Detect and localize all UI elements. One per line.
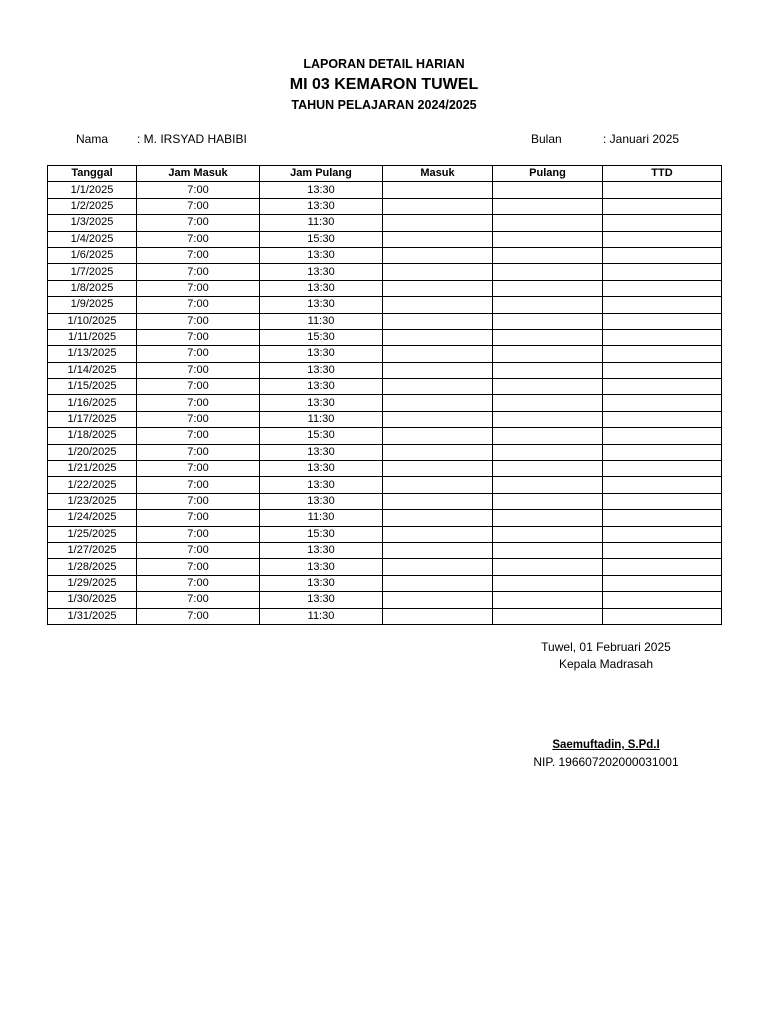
- cell-masuk: [383, 461, 493, 477]
- attendance-table: [47, 165, 722, 625]
- cell-jam-pulang: 13:30: [260, 444, 383, 460]
- cell-jam-pulang: 11:30: [260, 608, 383, 624]
- cell-tanggal: 1/17/2025: [48, 411, 137, 427]
- cell-jam-pulang: 13:30: [260, 395, 383, 411]
- cell-tanggal: 1/10/2025: [48, 313, 137, 329]
- cell-jam-masuk: 7:00: [137, 461, 260, 477]
- cell-tanggal: 1/16/2025: [48, 395, 137, 411]
- column-header-pulang: Pulang: [493, 166, 603, 182]
- cell-tanggal: 1/23/2025: [48, 493, 137, 509]
- cell-jam-pulang: 15:30: [260, 428, 383, 444]
- cell-tanggal: 1/28/2025: [48, 559, 137, 575]
- table-row: [48, 395, 722, 411]
- cell-ttd: [603, 592, 722, 608]
- cell-pulang: [493, 477, 603, 493]
- cell-jam-pulang: 13:30: [260, 264, 383, 280]
- cell-masuk: [383, 559, 493, 575]
- table-row: [48, 608, 722, 624]
- cell-pulang: [493, 428, 603, 444]
- cell-jam-pulang: 11:30: [260, 215, 383, 231]
- cell-pulang: [493, 379, 603, 395]
- cell-masuk: [383, 313, 493, 329]
- cell-jam-masuk: 7:00: [137, 313, 260, 329]
- cell-tanggal: 1/25/2025: [48, 526, 137, 542]
- cell-ttd: [603, 280, 722, 296]
- cell-ttd: [603, 477, 722, 493]
- cell-tanggal: 1/21/2025: [48, 461, 137, 477]
- table-row: [48, 461, 722, 477]
- cell-jam-pulang: 13:30: [260, 542, 383, 558]
- column-header-jam-pulang: Jam Pulang: [260, 166, 383, 182]
- cell-pulang: [493, 280, 603, 296]
- cell-jam-masuk: 7:00: [137, 215, 260, 231]
- cell-ttd: [603, 362, 722, 378]
- table-row: [48, 477, 722, 493]
- report-title: LAPORAN DETAIL HARIAN: [303, 57, 465, 71]
- cell-ttd: [603, 346, 722, 362]
- cell-jam-pulang: 13:30: [260, 362, 383, 378]
- cell-jam-masuk: 7:00: [137, 510, 260, 526]
- cell-pulang: [493, 198, 603, 214]
- table-row: [48, 247, 722, 263]
- cell-masuk: [383, 395, 493, 411]
- cell-jam-pulang: 13:30: [260, 592, 383, 608]
- cell-jam-pulang: 13:30: [260, 477, 383, 493]
- cell-ttd: [603, 379, 722, 395]
- table-row: [48, 182, 722, 198]
- cell-tanggal: 1/3/2025: [48, 215, 137, 231]
- cell-pulang: [493, 395, 603, 411]
- cell-ttd: [603, 493, 722, 509]
- table-row: [48, 346, 722, 362]
- cell-pulang: [493, 215, 603, 231]
- cell-pulang: [493, 526, 603, 542]
- cell-jam-masuk: 7:00: [137, 264, 260, 280]
- cell-tanggal: 1/1/2025: [48, 182, 137, 198]
- cell-jam-pulang: 13:30: [260, 379, 383, 395]
- column-header-jam-masuk: Jam Masuk: [137, 166, 260, 182]
- cell-jam-pulang: 13:30: [260, 182, 383, 198]
- cell-tanggal: 1/14/2025: [48, 362, 137, 378]
- table-row: [48, 542, 722, 558]
- cell-masuk: [383, 215, 493, 231]
- cell-ttd: [603, 428, 722, 444]
- cell-ttd: [603, 510, 722, 526]
- cell-pulang: [493, 411, 603, 427]
- cell-masuk: [383, 346, 493, 362]
- cell-tanggal: 1/11/2025: [48, 329, 137, 345]
- cell-tanggal: 1/31/2025: [48, 608, 137, 624]
- table-row: [48, 231, 722, 247]
- cell-ttd: [603, 461, 722, 477]
- cell-jam-pulang: 13:30: [260, 198, 383, 214]
- cell-jam-pulang: 15:30: [260, 231, 383, 247]
- cell-jam-masuk: 7:00: [137, 297, 260, 313]
- cell-ttd: [603, 608, 722, 624]
- cell-ttd: [603, 411, 722, 427]
- cell-ttd: [603, 575, 722, 591]
- month-value: : Januari 2025: [603, 132, 680, 146]
- cell-tanggal: 1/6/2025: [48, 247, 137, 263]
- cell-masuk: [383, 264, 493, 280]
- cell-pulang: [493, 575, 603, 591]
- cell-ttd: [603, 329, 722, 345]
- cell-tanggal: 1/7/2025: [48, 264, 137, 280]
- cell-tanggal: 1/4/2025: [48, 231, 137, 247]
- table-row: [48, 493, 722, 509]
- signature-place-date: Tuwel, 01 Februari 2025: [541, 640, 671, 654]
- cell-jam-masuk: 7:00: [137, 182, 260, 198]
- table-row: [48, 559, 722, 575]
- cell-jam-pulang: 13:30: [260, 493, 383, 509]
- column-header-masuk: Masuk: [383, 166, 493, 182]
- table-row: [48, 313, 722, 329]
- month-label: Bulan: [531, 132, 562, 146]
- cell-tanggal: 1/30/2025: [48, 592, 137, 608]
- cell-pulang: [493, 542, 603, 558]
- cell-jam-pulang: 11:30: [260, 313, 383, 329]
- table-row: [48, 526, 722, 542]
- cell-jam-masuk: 7:00: [137, 592, 260, 608]
- cell-masuk: [383, 247, 493, 263]
- cell-pulang: [493, 182, 603, 198]
- cell-tanggal: 1/29/2025: [48, 575, 137, 591]
- cell-tanggal: 1/20/2025: [48, 444, 137, 460]
- cell-masuk: [383, 592, 493, 608]
- table-row: [48, 362, 722, 378]
- cell-jam-masuk: 7:00: [137, 493, 260, 509]
- table-row: [48, 592, 722, 608]
- cell-jam-masuk: 7:00: [137, 379, 260, 395]
- cell-masuk: [383, 542, 493, 558]
- cell-masuk: [383, 231, 493, 247]
- table-row: [48, 428, 722, 444]
- cell-masuk: [383, 444, 493, 460]
- table-row: [48, 198, 722, 214]
- cell-pulang: [493, 444, 603, 460]
- cell-masuk: [383, 608, 493, 624]
- table-row: [48, 215, 722, 231]
- cell-pulang: [493, 362, 603, 378]
- table-row: [48, 575, 722, 591]
- cell-jam-masuk: 7:00: [137, 542, 260, 558]
- cell-ttd: [603, 313, 722, 329]
- cell-ttd: [603, 264, 722, 280]
- cell-masuk: [383, 510, 493, 526]
- cell-jam-pulang: 13:30: [260, 559, 383, 575]
- cell-jam-masuk: 7:00: [137, 362, 260, 378]
- cell-pulang: [493, 231, 603, 247]
- name-label: Nama: [76, 132, 109, 146]
- cell-masuk: [383, 280, 493, 296]
- table-row: [48, 329, 722, 345]
- table-row: [48, 510, 722, 526]
- attendance-table-body: [48, 182, 722, 625]
- cell-ttd: [603, 231, 722, 247]
- cell-tanggal: 1/15/2025: [48, 379, 137, 395]
- cell-jam-masuk: 7:00: [137, 559, 260, 575]
- cell-jam-pulang: 15:30: [260, 526, 383, 542]
- cell-ttd: [603, 182, 722, 198]
- cell-pulang: [493, 313, 603, 329]
- cell-tanggal: 1/18/2025: [48, 428, 137, 444]
- cell-ttd: [603, 198, 722, 214]
- cell-jam-masuk: 7:00: [137, 231, 260, 247]
- table-row: [48, 280, 722, 296]
- signature-name: Saemuftadin, S.Pd.I: [552, 739, 660, 751]
- academic-year: TAHUN PELAJARAN 2024/2025: [291, 98, 477, 112]
- cell-jam-pulang: 15:30: [260, 329, 383, 345]
- cell-masuk: [383, 575, 493, 591]
- cell-pulang: [493, 559, 603, 575]
- cell-pulang: [493, 608, 603, 624]
- cell-pulang: [493, 264, 603, 280]
- cell-jam-masuk: 7:00: [137, 247, 260, 263]
- school-name: MI 03 KEMARON TUWEL: [289, 76, 479, 93]
- cell-pulang: [493, 493, 603, 509]
- cell-masuk: [383, 477, 493, 493]
- cell-pulang: [493, 346, 603, 362]
- cell-masuk: [383, 493, 493, 509]
- cell-tanggal: 1/24/2025: [48, 510, 137, 526]
- cell-masuk: [383, 329, 493, 345]
- signature-nip: NIP. 196607202000031001: [533, 755, 679, 769]
- column-header-ttd: TTD: [603, 166, 722, 182]
- cell-jam-pulang: 13:30: [260, 297, 383, 313]
- table-header-row: [48, 166, 722, 182]
- cell-masuk: [383, 526, 493, 542]
- cell-jam-masuk: 7:00: [137, 198, 260, 214]
- cell-masuk: [383, 379, 493, 395]
- cell-jam-masuk: 7:00: [137, 608, 260, 624]
- table-row: [48, 297, 722, 313]
- cell-jam-masuk: 7:00: [137, 575, 260, 591]
- cell-jam-masuk: 7:00: [137, 477, 260, 493]
- cell-ttd: [603, 395, 722, 411]
- cell-jam-pulang: 13:30: [260, 575, 383, 591]
- cell-tanggal: 1/8/2025: [48, 280, 137, 296]
- cell-jam-masuk: 7:00: [137, 329, 260, 345]
- cell-pulang: [493, 510, 603, 526]
- cell-masuk: [383, 182, 493, 198]
- cell-jam-pulang: 13:30: [260, 247, 383, 263]
- cell-jam-masuk: 7:00: [137, 526, 260, 542]
- column-header-tanggal: Tanggal: [48, 166, 137, 182]
- cell-ttd: [603, 559, 722, 575]
- cell-jam-masuk: 7:00: [137, 411, 260, 427]
- cell-pulang: [493, 297, 603, 313]
- cell-tanggal: 1/27/2025: [48, 542, 137, 558]
- cell-ttd: [603, 247, 722, 263]
- table-row: [48, 444, 722, 460]
- cell-pulang: [493, 247, 603, 263]
- signature-role: Kepala Madrasah: [558, 657, 654, 671]
- cell-pulang: [493, 329, 603, 345]
- cell-masuk: [383, 411, 493, 427]
- cell-tanggal: 1/2/2025: [48, 198, 137, 214]
- cell-jam-pulang: 13:30: [260, 461, 383, 477]
- name-value: : M. IRSYAD HABIBI: [137, 132, 247, 146]
- cell-ttd: [603, 526, 722, 542]
- cell-pulang: [493, 461, 603, 477]
- cell-ttd: [603, 444, 722, 460]
- cell-jam-masuk: 7:00: [137, 395, 260, 411]
- cell-masuk: [383, 362, 493, 378]
- cell-jam-masuk: 7:00: [137, 346, 260, 362]
- cell-masuk: [383, 297, 493, 313]
- table-row: [48, 411, 722, 427]
- cell-masuk: [383, 198, 493, 214]
- cell-tanggal: 1/13/2025: [48, 346, 137, 362]
- cell-tanggal: 1/22/2025: [48, 477, 137, 493]
- cell-jam-masuk: 7:00: [137, 280, 260, 296]
- cell-jam-masuk: 7:00: [137, 428, 260, 444]
- cell-jam-masuk: 7:00: [137, 444, 260, 460]
- cell-tanggal: 1/9/2025: [48, 297, 137, 313]
- table-row: [48, 264, 722, 280]
- cell-jam-pulang: 13:30: [260, 280, 383, 296]
- cell-ttd: [603, 297, 722, 313]
- cell-pulang: [493, 592, 603, 608]
- table-row: [48, 379, 722, 395]
- cell-masuk: [383, 428, 493, 444]
- cell-jam-pulang: 13:30: [260, 346, 383, 362]
- cell-ttd: [603, 542, 722, 558]
- cell-ttd: [603, 215, 722, 231]
- cell-jam-pulang: 11:30: [260, 510, 383, 526]
- cell-jam-pulang: 11:30: [260, 411, 383, 427]
